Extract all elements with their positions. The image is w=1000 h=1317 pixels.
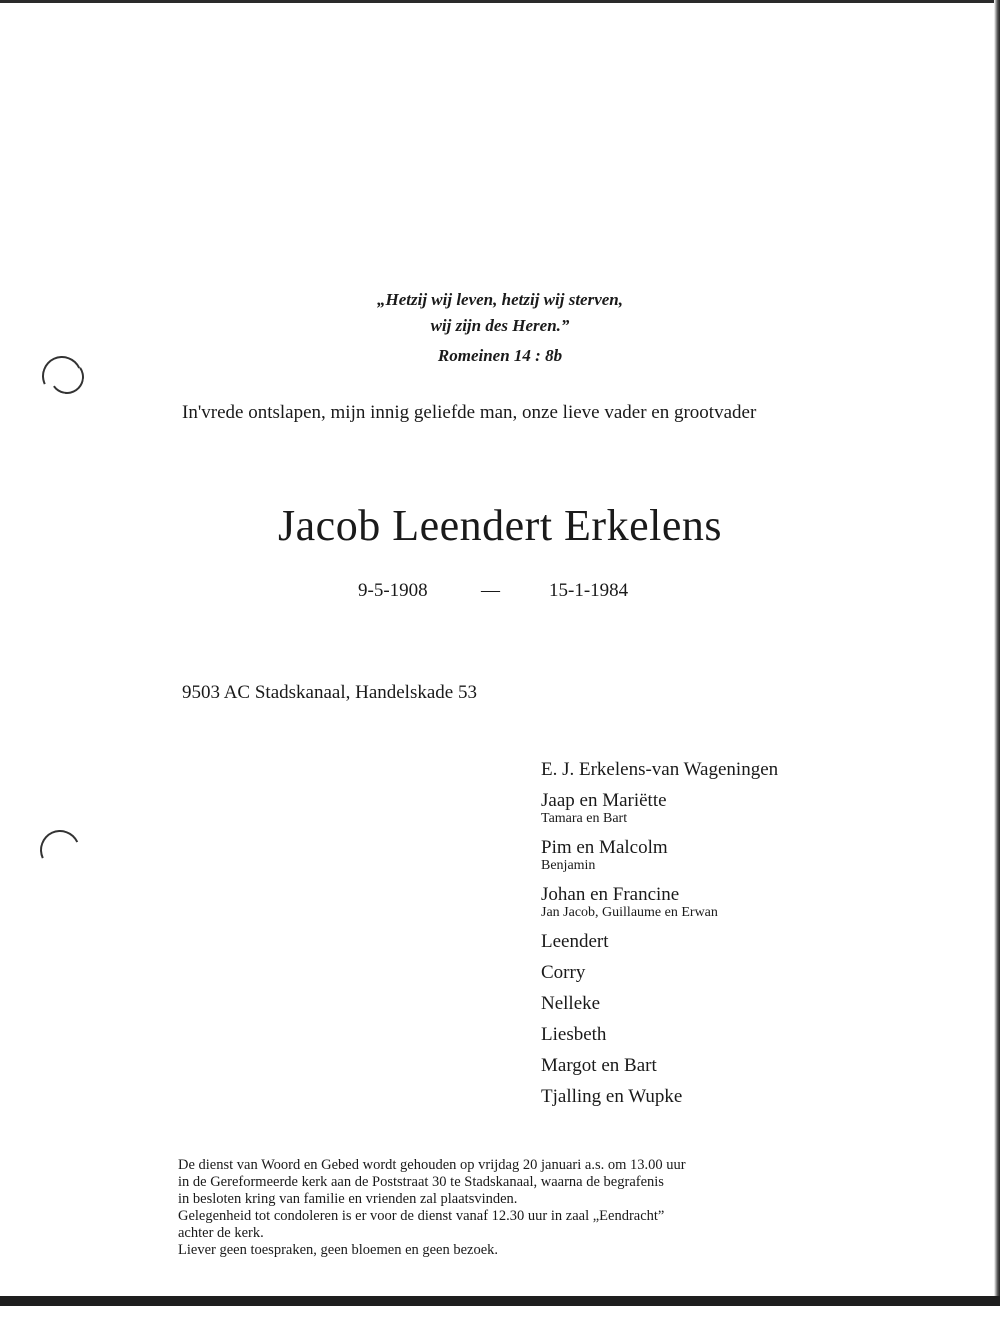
- family-name: Corry: [541, 962, 586, 983]
- family-name: E. J. Erkelens-van Wageningen: [541, 759, 779, 780]
- family-name: Jaap en Mariëtte: [541, 790, 667, 811]
- notice-line: Gelegenheid tot condoleren is er voor de dienst vanaf 12.30 uur in zaal „Eendracht”: [178, 1208, 665, 1224]
- date-separator: —: [481, 580, 500, 601]
- family-name: Margot en Bart: [541, 1055, 657, 1076]
- family-name: Johan en Francine: [541, 884, 680, 905]
- family-entry: [541, 883, 841, 923]
- family-entry: [541, 758, 841, 782]
- family-name: Liesbeth: [541, 1024, 607, 1045]
- funeral-notice: [178, 1157, 838, 1259]
- notice-line: achter de kerk.: [178, 1225, 264, 1241]
- deceased-name: Jacob Leendert Erkelens: [278, 501, 722, 550]
- birth-date: 9-5-1908: [358, 580, 428, 601]
- family-entry: [541, 992, 841, 1016]
- notice-line: in besloten kring van familie en vrienden zal plaatsvinden.: [178, 1191, 518, 1207]
- scan-edge-right: [994, 0, 1000, 1317]
- punch-hole-icon: [34, 824, 85, 875]
- family-children: Tamara en Bart: [541, 811, 628, 826]
- address: 9503 AC Stadskanaal, Handelskade 53: [182, 682, 477, 703]
- bible-quote-line-1: „Hetzij wij leven, hetzij wij sterven,: [376, 290, 624, 309]
- family-entry: [541, 1085, 841, 1109]
- notice-line: in de Gereformeerde kerk aan de Poststraat 30 te Stadskanaal, waarna de begrafenis: [178, 1174, 664, 1190]
- family-entry: [541, 789, 841, 829]
- notice-line: De dienst van Woord en Gebed wordt gehouden op vrijdag 20 januari a.s. om 13.00 uur: [178, 1157, 686, 1173]
- bible-quote-line-2: wij zijn des Heren.”: [430, 316, 570, 335]
- family-entry: [541, 1054, 841, 1078]
- notice-line: Liever geen toespraken, geen bloemen en geen bezoek.: [178, 1242, 499, 1258]
- family-entry: [541, 836, 841, 876]
- scan-edge-top: [0, 0, 1000, 3]
- family-entry: [541, 961, 841, 985]
- family-name: Leendert: [541, 931, 609, 952]
- family-children: Benjamin: [541, 858, 596, 873]
- family-children: Jan Jacob, Guillaume en Erwan: [541, 905, 718, 920]
- intro-text: In'vrede ontslapen, mijn innig geliefde man, onze lieve vader en grootvader: [182, 402, 757, 423]
- bible-reference: Romeinen 14 : 8b: [437, 346, 563, 365]
- scan-edge-bottom: [0, 1296, 1000, 1317]
- family-name: Tjalling en Wupke: [541, 1086, 683, 1107]
- family-list: [541, 758, 841, 1109]
- family-entry: [541, 1023, 841, 1047]
- death-date: 15-1-1984: [549, 580, 629, 601]
- family-name: Nelleke: [541, 993, 601, 1014]
- family-entry: [541, 930, 841, 954]
- family-name: Pim en Malcolm: [541, 837, 668, 858]
